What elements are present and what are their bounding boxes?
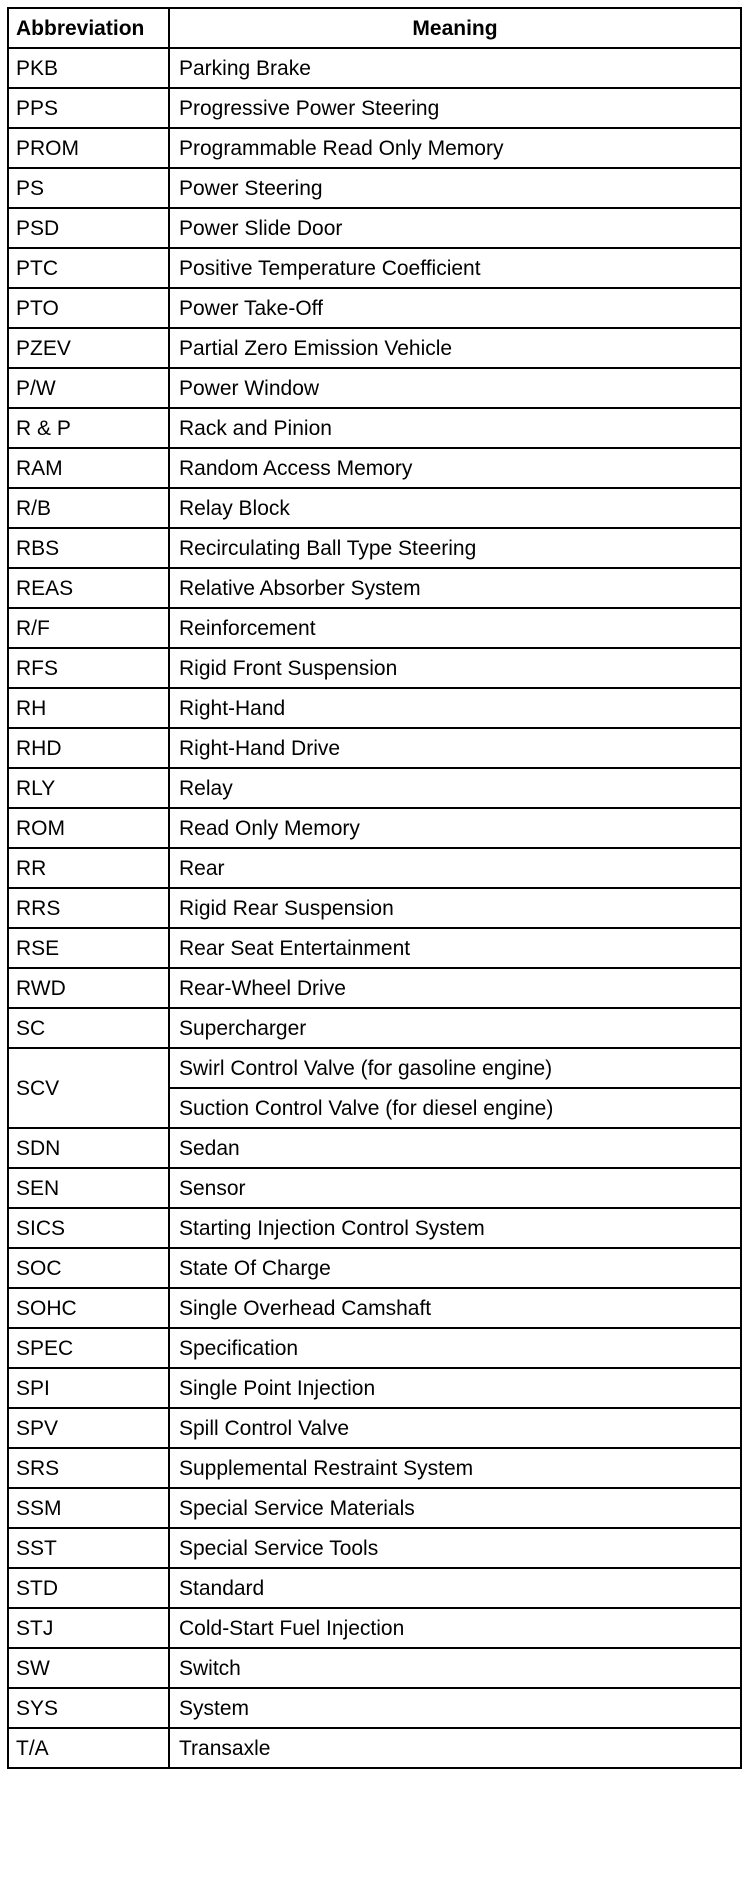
table-row: [8, 888, 741, 928]
table-row: [8, 1608, 741, 1648]
table-row: [8, 128, 741, 168]
abbreviation-cell: PTO: [8, 288, 169, 328]
meaning-cell: Special Service Materials: [169, 1488, 741, 1528]
table-row: [8, 1408, 741, 1448]
table-row: [8, 1328, 741, 1368]
meaning-cell: Right-Hand Drive: [169, 728, 741, 768]
table-row: [8, 1128, 741, 1168]
abbreviation-cell: RH: [8, 688, 169, 728]
table-row: [8, 208, 741, 248]
abbreviation-cell: RWD: [8, 968, 169, 1008]
table-body: [8, 48, 741, 1768]
meaning-cell: Rear: [169, 848, 741, 888]
table-row: [8, 1728, 741, 1768]
table-row: [8, 528, 741, 568]
abbreviation-cell: PS: [8, 168, 169, 208]
abbreviation-cell: SOHC: [8, 1288, 169, 1328]
abbreviation-cell: RLY: [8, 768, 169, 808]
abbreviation-cell: PROM: [8, 128, 169, 168]
abbreviation-cell: PSD: [8, 208, 169, 248]
abbreviation-cell: STD: [8, 1568, 169, 1608]
meaning-cell: Relay: [169, 768, 741, 808]
table-row: [8, 1688, 741, 1728]
meaning-cell: Supplemental Restraint System: [169, 1448, 741, 1488]
meaning-cell: Cold-Start Fuel Injection: [169, 1608, 741, 1648]
table-header-row: [8, 8, 741, 48]
abbreviation-cell: SCV: [8, 1048, 169, 1128]
table-row: [8, 848, 741, 888]
table-row: [8, 1648, 741, 1688]
meaning-cell: Sedan: [169, 1128, 741, 1168]
meaning-cell: Relative Absorber System: [169, 568, 741, 608]
abbreviation-cell: RHD: [8, 728, 169, 768]
table-row: [8, 288, 741, 328]
abbreviation-cell: SST: [8, 1528, 169, 1568]
abbreviation-cell: T/A: [8, 1728, 169, 1768]
table-row: [8, 488, 741, 528]
table-row: [8, 368, 741, 408]
abbreviation-cell: SICS: [8, 1208, 169, 1248]
meaning-cell: Read Only Memory: [169, 808, 741, 848]
meaning-cell: Progressive Power Steering: [169, 88, 741, 128]
meaning-cell: System: [169, 1688, 741, 1728]
meaning-cell: Starting Injection Control System: [169, 1208, 741, 1248]
abbreviation-cell: RAM: [8, 448, 169, 488]
abbreviation-cell: SPV: [8, 1408, 169, 1448]
abbreviation-cell: REAS: [8, 568, 169, 608]
table-row: [8, 1288, 741, 1328]
table-row: [8, 608, 741, 648]
table-row: [8, 168, 741, 208]
table-row: [8, 688, 741, 728]
abbreviation-cell: PTC: [8, 248, 169, 288]
table-row: [8, 1168, 741, 1208]
abbreviation-cell: SW: [8, 1648, 169, 1688]
abbreviation-cell: SSM: [8, 1488, 169, 1528]
table-row: [8, 1048, 741, 1088]
table-row: [8, 1208, 741, 1248]
header-abbreviation: Abbreviation: [8, 8, 169, 48]
meaning-cell: Rack and Pinion: [169, 408, 741, 448]
abbreviation-cell: RRS: [8, 888, 169, 928]
meaning-cell: Suction Control Valve (for diesel engine): [169, 1088, 741, 1128]
abbreviation-cell: R/F: [8, 608, 169, 648]
meaning-cell: Power Slide Door: [169, 208, 741, 248]
abbreviation-cell: SOC: [8, 1248, 169, 1288]
abbreviation-cell: RSE: [8, 928, 169, 968]
meaning-cell: Power Steering: [169, 168, 741, 208]
meaning-cell: State Of Charge: [169, 1248, 741, 1288]
meaning-cell: Relay Block: [169, 488, 741, 528]
table-row: [8, 448, 741, 488]
meaning-cell: Specification: [169, 1328, 741, 1368]
abbreviation-cell: ROM: [8, 808, 169, 848]
abbreviation-cell: SYS: [8, 1688, 169, 1728]
table-row: [8, 88, 741, 128]
abbreviation-table: [7, 7, 742, 1769]
meaning-cell: Switch: [169, 1648, 741, 1688]
table-row: [8, 928, 741, 968]
meaning-cell: Standard: [169, 1568, 741, 1608]
abbreviation-cell: STJ: [8, 1608, 169, 1648]
meaning-cell: Recirculating Ball Type Steering: [169, 528, 741, 568]
meaning-cell: Random Access Memory: [169, 448, 741, 488]
meaning-cell: Sensor: [169, 1168, 741, 1208]
table-row: [8, 408, 741, 448]
abbreviation-cell: PZEV: [8, 328, 169, 368]
abbreviation-cell: SEN: [8, 1168, 169, 1208]
table-row: [8, 1008, 741, 1048]
table-row: [8, 648, 741, 688]
table-row: [8, 1248, 741, 1288]
meaning-cell: Power Window: [169, 368, 741, 408]
table-row: [8, 1568, 741, 1608]
meaning-cell: Rear-Wheel Drive: [169, 968, 741, 1008]
meaning-cell: Parking Brake: [169, 48, 741, 88]
abbreviation-cell: RR: [8, 848, 169, 888]
meaning-cell: Single Point Injection: [169, 1368, 741, 1408]
table-row: [8, 728, 741, 768]
meaning-cell: Positive Temperature Coefficient: [169, 248, 741, 288]
abbreviation-cell: SRS: [8, 1448, 169, 1488]
abbreviation-cell: R/B: [8, 488, 169, 528]
abbreviation-cell: P/W: [8, 368, 169, 408]
table-row: [8, 1488, 741, 1528]
table-row: [8, 1448, 741, 1488]
table-row: [8, 768, 741, 808]
meaning-cell: Single Overhead Camshaft: [169, 1288, 741, 1328]
table-row: [8, 968, 741, 1008]
abbreviation-cell: SDN: [8, 1128, 169, 1168]
table-row: [8, 568, 741, 608]
meaning-cell: Rigid Rear Suspension: [169, 888, 741, 928]
meaning-cell: Special Service Tools: [169, 1528, 741, 1568]
meaning-cell: Swirl Control Valve (for gasoline engine): [169, 1048, 741, 1088]
meaning-cell: Programmable Read Only Memory: [169, 128, 741, 168]
meaning-cell: Right-Hand: [169, 688, 741, 728]
table-row: [8, 1528, 741, 1568]
meaning-cell: Transaxle: [169, 1728, 741, 1768]
abbreviation-cell: RBS: [8, 528, 169, 568]
abbreviation-cell: R & P: [8, 408, 169, 448]
table-row: [8, 328, 741, 368]
abbreviation-cell: RFS: [8, 648, 169, 688]
header-meaning: Meaning: [169, 8, 741, 48]
meaning-cell: Power Take-Off: [169, 288, 741, 328]
table-row: [8, 248, 741, 288]
meaning-cell: Rear Seat Entertainment: [169, 928, 741, 968]
abbreviation-cell: SC: [8, 1008, 169, 1048]
meaning-cell: Reinforcement: [169, 608, 741, 648]
table-row: [8, 48, 741, 88]
abbreviation-cell: PPS: [8, 88, 169, 128]
abbreviation-cell: PKB: [8, 48, 169, 88]
table-row: [8, 1368, 741, 1408]
meaning-cell: Partial Zero Emission Vehicle: [169, 328, 741, 368]
abbreviation-cell: SPEC: [8, 1328, 169, 1368]
meaning-cell: Supercharger: [169, 1008, 741, 1048]
abbreviation-cell: SPI: [8, 1368, 169, 1408]
meaning-cell: Rigid Front Suspension: [169, 648, 741, 688]
meaning-cell: Spill Control Valve: [169, 1408, 741, 1448]
table-row: [8, 808, 741, 848]
